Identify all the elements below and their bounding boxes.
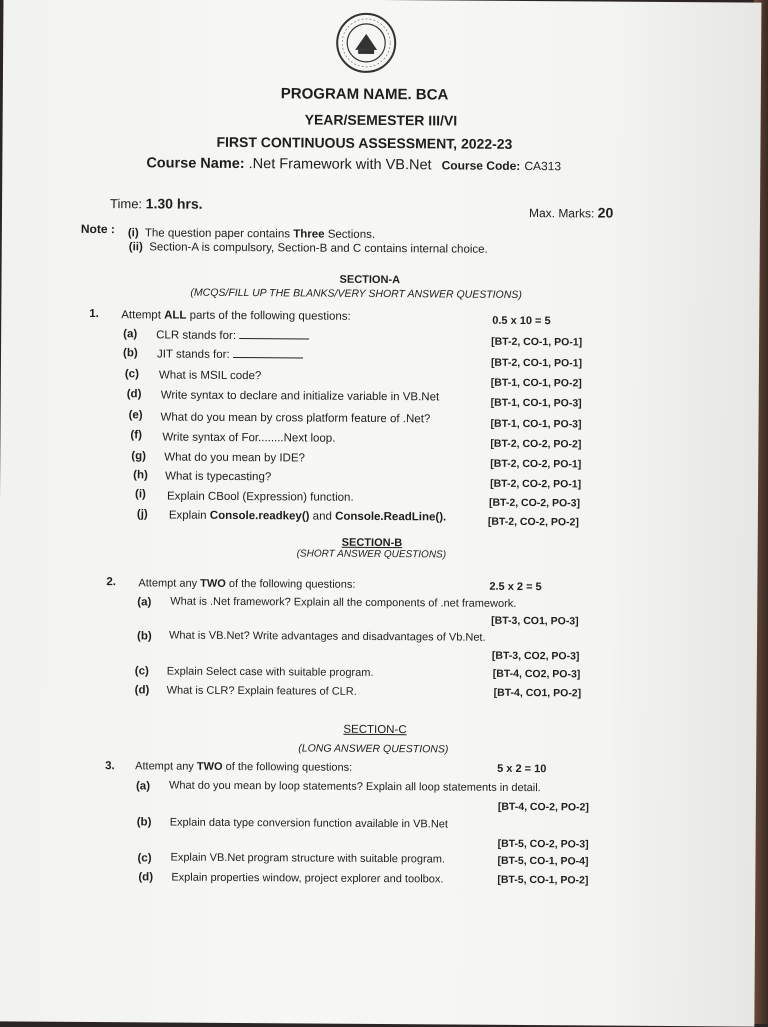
- item-text: [157, 347, 303, 361]
- course-code-label: Course Code:: [441, 158, 521, 173]
- time-line: [110, 195, 203, 212]
- item-ref: [BT-2, CO-1, PO-1]: [490, 356, 583, 370]
- item-text-bold: Console.readkey(): [209, 509, 310, 523]
- item-ref: [BT-4, CO-2, PO-2]: [497, 800, 589, 814]
- question-instruction: [138, 577, 355, 591]
- item-text: What is VB.Net? Write advantages and disadvantages of Vb.Net.: [169, 629, 486, 644]
- item-label: (c): [124, 368, 139, 381]
- item-label: (d): [126, 388, 142, 401]
- item-text: What is CLR? Explain features of CLR.: [166, 684, 357, 698]
- question-number: 3.: [105, 760, 115, 773]
- item-label: (a): [123, 328, 138, 341]
- item-text: What is .Net framework? Explain all the components of .net framework.: [170, 595, 517, 610]
- section-a-subtitle: (MCQS/FILL UP THE BLANKS/VERY SHORT ANSWER QUESTIONS): [190, 286, 522, 301]
- note-bold: Three: [293, 228, 325, 241]
- instruction-text: of the following questions:: [225, 577, 356, 591]
- answer-blank: [239, 329, 309, 339]
- item-ref: [BT-2, CO-2, PO-2]: [490, 437, 582, 451]
- course-code: CA313: [524, 158, 562, 174]
- item-text: What do you mean by IDE?: [164, 451, 305, 465]
- note-num: (ii): [128, 241, 143, 254]
- note-text: Section-A is compulsory, Section-B and C contains internal choice.: [149, 241, 488, 256]
- instruction-bold: TWO: [200, 577, 226, 590]
- year-semester: YEAR/SEMESTER III/VI: [304, 111, 458, 129]
- item-label: (a): [135, 780, 151, 793]
- marks-value: 20: [597, 204, 614, 221]
- course-line: [146, 155, 561, 174]
- item-label: (b): [137, 630, 152, 643]
- section-c-title: SECTION-C: [343, 723, 407, 737]
- item-text: Write syntax to declare and initialize variable in VB.Net: [160, 389, 440, 404]
- item-text: What is typecasting?: [165, 470, 272, 484]
- section-b-subtitle: (SHORT ANSWER QUESTIONS): [296, 548, 447, 561]
- item-label: (i): [134, 488, 146, 501]
- item-label: (c): [134, 665, 149, 678]
- item-text: What do you mean by loop statements? Explain all loop statements in detail.: [168, 779, 541, 795]
- question-instruction: [121, 309, 351, 323]
- instruction-text: Attempt: [121, 309, 165, 322]
- item-text: What do you mean by cross platform feature of .Net?: [160, 411, 431, 426]
- section-a-title: SECTION-A: [339, 273, 401, 287]
- item-text: [156, 328, 309, 342]
- note-item: [129, 241, 488, 256]
- question-instruction: [135, 760, 352, 774]
- note-label: Note :: [80, 221, 115, 237]
- section-c-subtitle: (LONG ANSWER QUESTIONS): [298, 742, 449, 756]
- exam-title: FIRST CONTINUOUS ASSESSMENT, 2022-23: [216, 133, 513, 152]
- question-number: 1.: [89, 307, 99, 321]
- item-ref: [BT-2, CO-2, PO-1]: [490, 457, 582, 471]
- item-label: (f): [130, 429, 142, 442]
- item-ref: [BT-5, CO-2, PO-3]: [497, 837, 589, 851]
- item-label: (b): [122, 347, 138, 360]
- item-ref: [BT-1, CO-1, PO-3]: [490, 417, 582, 431]
- instruction-text: of the following questions:: [222, 760, 353, 774]
- item-label: (j): [136, 508, 148, 521]
- item-label: (c): [137, 852, 152, 865]
- item-label: (b): [136, 816, 152, 829]
- note-text: The question paper contains: [144, 227, 294, 241]
- instruction-text: Attempt any: [135, 760, 197, 773]
- instruction-bold: TWO: [196, 760, 223, 773]
- item-label: (a): [137, 596, 152, 609]
- item-ref: [BT-3, CO2, PO-3]: [491, 649, 580, 663]
- note-item: [128, 227, 375, 241]
- item-ref: [BT-2, CO-2, PO-3]: [488, 496, 581, 510]
- question-number: 2.: [106, 576, 117, 589]
- question-marks: 5 x 2 = 10: [497, 762, 547, 776]
- item-ref: [BT-4, CO1, PO-2]: [493, 686, 582, 700]
- item-ref: [BT-2, CO-2, PO-2]: [487, 515, 579, 529]
- item-ref: [BT-2, CO-2, PO-1]: [490, 477, 582, 491]
- item-label: (d): [138, 871, 154, 884]
- time-value: 1.30 hrs.: [145, 195, 203, 212]
- item-text-bold: Console.ReadLine().: [335, 510, 447, 524]
- item-ref: [BT-2, CO-1, PO-1]: [491, 335, 583, 349]
- item-label: (d): [134, 684, 150, 697]
- course-name: .Net Framework with VB.Net: [248, 156, 432, 174]
- instruction-text: parts of the following questions:: [186, 309, 351, 323]
- item-ref: [BT-1, CO-1, PO-3]: [490, 396, 582, 410]
- instruction-text: Attempt any: [138, 577, 201, 590]
- program-name: PROGRAM NAME. BCA: [280, 85, 449, 104]
- item-text: [169, 510, 446, 524]
- item-ref: [BT-1, CO-1, PO-2]: [490, 376, 582, 390]
- item-ref: [BT-3, CO1, PO-3]: [491, 614, 579, 628]
- note-text: Sections.: [324, 228, 376, 241]
- item-text-content: Explain: [168, 509, 210, 522]
- answer-blank: [233, 348, 303, 358]
- item-text: What is MSIL code?: [158, 369, 262, 383]
- item-text-content: JIT stands for:: [156, 348, 230, 361]
- item-label: (e): [128, 409, 143, 422]
- marks-line: [529, 204, 613, 221]
- item-ref: [BT-5, CO-1, PO-2]: [497, 873, 589, 887]
- item-text: Explain data type conversion function available in VB.Net: [169, 816, 449, 831]
- note-num: (i): [127, 227, 139, 240]
- marks-label: Max. Marks:: [528, 206, 595, 221]
- question-marks: 0.5 x 10 = 5: [492, 314, 551, 328]
- university-logo-icon: [335, 12, 397, 74]
- item-label: (g): [131, 450, 147, 463]
- question-marks: 2.5 x 2 = 5: [489, 580, 542, 594]
- time-label: Time:: [110, 196, 143, 212]
- item-text: Explain CBool (Expression) function.: [166, 490, 354, 504]
- course-name-label: Course Name:: [146, 155, 245, 173]
- item-ref: [BT-5, CO-1, PO-4]: [497, 854, 589, 868]
- item-text-content: and: [309, 510, 336, 523]
- section-b-title: SECTION-B: [341, 536, 403, 550]
- instruction-bold: ALL: [164, 309, 187, 322]
- item-ref: [BT-4, CO2, PO-3]: [492, 667, 581, 681]
- item-text: Write syntax of For........Next loop.: [162, 431, 336, 445]
- item-text-content: CLR stands for:: [156, 329, 237, 342]
- item-label: (h): [133, 469, 148, 482]
- item-text: Explain Select case with suitable program.: [166, 665, 374, 679]
- item-text: Explain VB.Net program structure with suitable program.: [170, 851, 446, 866]
- item-text: Explain properties window, project explorer and toolbox.: [171, 871, 444, 886]
